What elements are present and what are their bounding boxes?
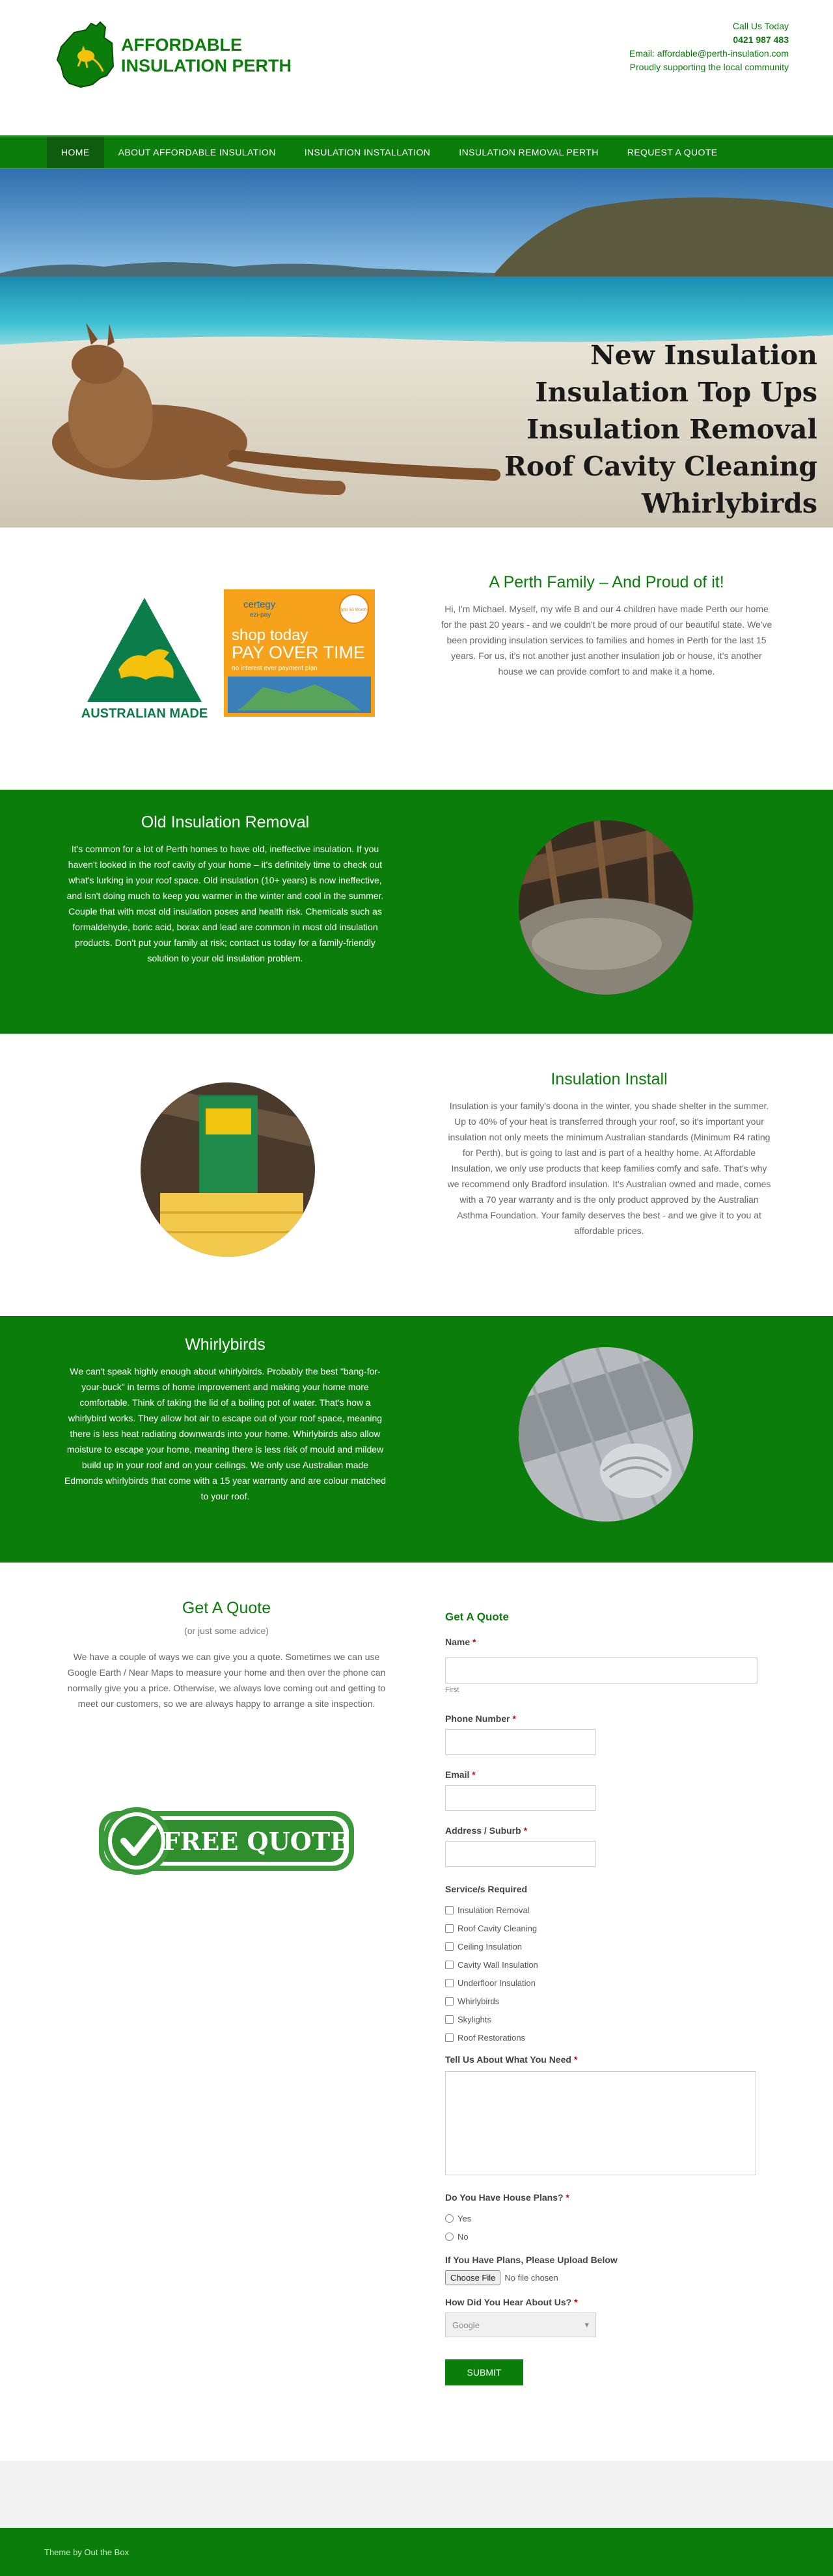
plans-label: Do You Have House Plans? *	[445, 2192, 569, 2203]
intro-body: Hi, I'm Michael. Myself, my wife B and our 4 children have made Perth our home for the past 20 years - and we couldn't be more proud of our beautiful state. We've been providing insulation services to families and homes in Perth for the last 15 years. For us, it's not another just another insulation job or house, it's another house we can provide comfort to and make it a home.	[441, 604, 772, 677]
radio-icon[interactable]	[445, 2233, 454, 2241]
hero-line: New Insulation	[590, 340, 817, 371]
certegy-brand-sub: ezi-pay	[250, 611, 271, 619]
logo-line-1: AFFORDABLE	[121, 35, 242, 55]
address-input[interactable]	[445, 1841, 596, 1867]
plans-radio-yes[interactable]: Yes	[445, 2209, 760, 2227]
name-input[interactable]	[445, 1657, 758, 1684]
free-quote-text: FREE QUOTE	[162, 1827, 349, 1856]
install-section	[0, 1034, 833, 1316]
checkbox-icon[interactable]	[445, 1961, 454, 1969]
quote-title: Get A Quote	[182, 1599, 271, 1617]
certegy-headline-2: PAY OVER TIME	[232, 643, 366, 662]
name-label: Name *	[445, 1637, 476, 1647]
certegy-brand: certegy	[243, 599, 276, 610]
install-batts-image	[141, 1082, 315, 1257]
service-checkbox[interactable]: Skylights	[445, 2010, 760, 2028]
address-label: Address / Suburb *	[445, 1825, 528, 1836]
checkbox-icon[interactable]	[445, 1979, 454, 1987]
hero-line: Insulation Removal	[526, 414, 817, 445]
install-title: Insulation Install	[551, 1070, 668, 1088]
checkbox-icon[interactable]	[445, 1942, 454, 1951]
whirlybird-roof-image	[519, 1347, 693, 1522]
nav-item-home[interactable]: HOME	[47, 137, 104, 168]
whirlybirds-text-block	[62, 1335, 388, 1504]
whirlybirds-section	[0, 1316, 833, 1563]
message-label: Tell Us About What You Need *	[445, 2054, 578, 2065]
phone-input[interactable]	[445, 1729, 596, 1755]
removal-roof-image	[519, 820, 693, 995]
nav-item-removal[interactable]: INSULATION REMOVAL PERTH	[459, 147, 599, 157]
hear-select[interactable]	[445, 2313, 596, 2337]
form-title: Get A Quote	[445, 1611, 509, 1623]
email-label: Email *	[445, 1769, 476, 1780]
australian-made-logo-icon	[78, 593, 211, 723]
checkbox-icon[interactable]	[445, 2015, 454, 2024]
nav-item-installation[interactable]: INSULATION INSTALLATION	[304, 147, 431, 157]
logo-text	[121, 34, 292, 76]
certegy-badge: Upto 50 Months	[339, 608, 369, 612]
service-checkbox[interactable]: Roof Restorations	[445, 2028, 760, 2046]
hero-line: Whirlybirds	[641, 488, 817, 519]
install-text-block	[446, 1070, 772, 1239]
free-quote-badge[interactable]	[96, 1798, 357, 1883]
wa-map-logo-icon	[55, 21, 116, 90]
checkbox-icon[interactable]	[445, 2033, 454, 2042]
site-logo[interactable]	[55, 21, 292, 90]
footer-widget-area	[0, 2461, 833, 2528]
certegy-headline-1: shop today	[232, 626, 308, 644]
removal-body: It's common for a lot of Perth homes to have old, ineffective insulation. If you haven't looked in the roof cavity of your home – it's definitely time to check out what's lurking in your roof space. Old insulation (10+ years) is now ineffective, and isn't doing much to keep you warmer in the winter and cool in the summer. Couple that with most old insulation poses and health risk. Chemicals such as formaldehyde, boric acid, borax and lead are common in most old insulation products. Don't put your family at risk; contact us today for a family-friendly solution to your old insulation problem.	[66, 844, 384, 963]
upload-label: If You Have Plans, Please Upload Below	[445, 2255, 618, 2265]
site-footer	[0, 2528, 833, 2576]
hero-service-list	[504, 337, 817, 522]
phone-number[interactable]: 0421 987 483	[733, 34, 789, 45]
services-label: Service/s Required	[445, 1884, 528, 1894]
quote-section	[0, 1563, 833, 2461]
file-upload	[445, 2270, 760, 2285]
name-first-hint: First	[445, 1686, 459, 1694]
submit-button[interactable]: SUBMIT	[445, 2359, 523, 2385]
intro-title: A Perth Family – And Proud of it!	[489, 573, 724, 591]
hero-banner	[0, 169, 833, 528]
phone-label: Phone Number *	[445, 1713, 516, 1724]
message-textarea[interactable]	[445, 2071, 756, 2175]
intro-section	[0, 528, 833, 790]
certegy-tagline: no interest ever payment plan	[232, 665, 318, 672]
call-label: Call Us Today	[732, 21, 789, 31]
service-checkbox[interactable]: Underfloor Insulation	[445, 1974, 760, 1992]
quote-intro	[65, 1599, 388, 1711]
hear-select-value: Google	[452, 2320, 480, 2330]
intro-text-block	[440, 573, 773, 679]
removal-title: Old Insulation Removal	[141, 813, 310, 831]
choose-file-button[interactable]: Choose File	[445, 2270, 500, 2285]
checkbox-icon[interactable]	[445, 1997, 454, 2006]
hero-line: Insulation Top Ups	[535, 377, 817, 408]
nav-item-quote[interactable]: REQUEST A QUOTE	[627, 147, 718, 157]
hero-line: Roof Cavity Cleaning	[504, 451, 817, 482]
service-checkbox[interactable]: Ceiling Insulation	[445, 1937, 760, 1955]
email-link[interactable]: Email: affordable@perth-insulation.com	[629, 48, 789, 59]
footer-credit[interactable]: Theme by Out the Box	[44, 2547, 130, 2557]
community-tagline: Proudly supporting the local community	[629, 62, 789, 72]
radio-icon[interactable]	[445, 2214, 454, 2223]
service-checkbox[interactable]: Insulation Removal	[445, 1901, 760, 1919]
quote-body: We have a couple of ways we can give you a quote. Sometimes we can use Google Earth / Near Maps to measure your home and then over the phone can normally give you a price. Otherwise, we always love coming out and getting to meet our customers, so we are always happy to arrange a site inspection.	[67, 1652, 386, 1709]
checkbox-icon[interactable]	[445, 1924, 454, 1933]
service-checkbox[interactable]: Cavity Wall Insulation	[445, 1955, 760, 1974]
logo-line-2: INSULATION PERTH	[121, 56, 292, 75]
file-status: No file chosen	[504, 2273, 558, 2283]
nav-item-about[interactable]: ABOUT AFFORDABLE INSULATION	[118, 147, 276, 157]
certegy-ezipay-banner[interactable]	[224, 589, 375, 717]
main-nav	[0, 135, 833, 169]
whirlybirds-body: We can't speak highly enough about whirlybirds. Probably the best "bang-for-your-buck" in terms of home improvement and making your home more comfortable. Think of taking the lid of a boiling pot of water. That's how a whirlybird works. They allow hot air to escape out of your roof space, meaning there is less heat radiating downwards into your home. Whirlybirds also allow moisture to escape your home, meaning there is less risk of mould and mildew build up in your roof and on your ceilings. We only use Australian made Edmonds whirlybirds that come with a 15 year warranty and are colour matched to your roof.	[64, 1366, 387, 1501]
removal-text-block	[62, 813, 388, 966]
chevron-down-icon: ▾	[584, 2320, 589, 2329]
service-checkbox[interactable]: Roof Cavity Cleaning	[445, 1919, 760, 1937]
quote-form	[445, 1611, 760, 2385]
email-input[interactable]	[445, 1785, 596, 1811]
site-header	[0, 0, 833, 135]
checkbox-icon[interactable]	[445, 1906, 454, 1914]
install-body: Insulation is your family's doona in the winter, you shade shelter in the summer. Up to 40% of your heat is transferred through your roof, so it's important your insulation not only meets the minimum Australian standards (Minimum R4 rating for Perth), but is going to last and is part of a healthy home. At Affordable Insulation, we only use products that keep families comfy and safe. That's why we recommend only Bradford insulation. It's Australian owned and made, comes with a 70 year warranty and is the only product approved by the Australian Asthma Foundation. Your family deserves the best - and we give it to you at affordable prices.	[447, 1101, 771, 1236]
hear-label: How Did You Hear About Us? *	[445, 2297, 578, 2307]
plans-radio-no[interactable]: No	[445, 2227, 760, 2246]
header-contact	[629, 20, 789, 74]
whirlybirds-title: Whirlybirds	[185, 1335, 266, 1354]
am-logo-text: AUSTRALIAN MADE	[81, 706, 208, 721]
removal-section	[0, 790, 833, 1034]
quote-subtitle: (or just some advice)	[184, 1626, 269, 1636]
service-checkbox[interactable]: Whirlybirds	[445, 1992, 760, 2010]
